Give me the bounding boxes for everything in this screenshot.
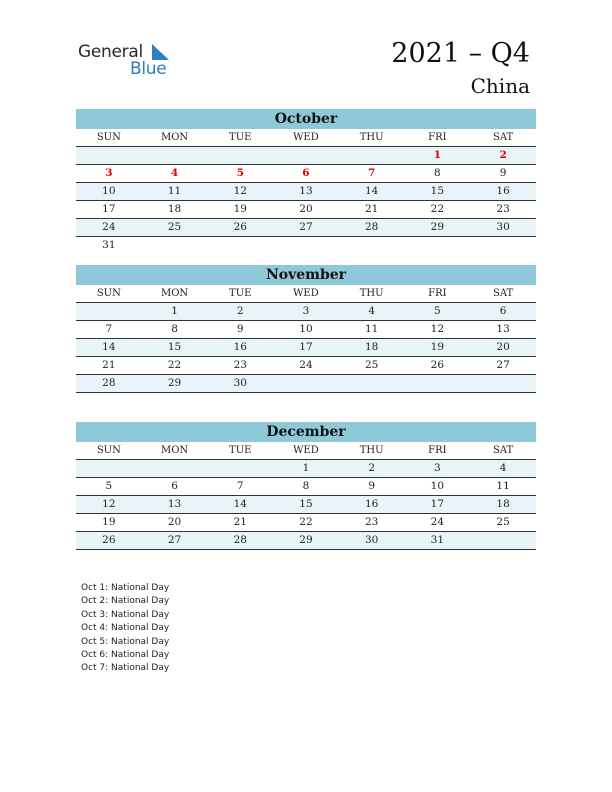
day-cell: 26 [405,357,471,375]
day-cell: 16 [207,339,273,357]
logo-general-text: General [78,42,143,62]
day-cell: 26 [76,532,142,550]
week-row [76,375,536,393]
day-cell: 30 [207,375,273,393]
month-title: December [76,422,536,442]
week-row [76,357,536,375]
day-cell: 28 [76,375,142,393]
day-cell: 21 [207,514,273,532]
logo-blue-text: Blue [130,59,167,79]
day-cell [273,375,339,393]
weekday-label: SAT [470,442,536,460]
day-cell: 12 [76,496,142,514]
day-cell: 4 [339,303,405,321]
day-cell: 10 [273,321,339,339]
weekday-label: WED [273,285,339,303]
month-october [76,109,536,254]
day-cell: 29 [273,532,339,550]
day-cell: 21 [76,357,142,375]
day-cell: 21 [339,201,405,219]
week-row [76,514,536,532]
day-cell: 29 [405,219,471,237]
day-cell: 11 [142,183,208,201]
day-cell: 12 [405,321,471,339]
day-cell: 8 [405,165,471,183]
day-cell [470,375,536,393]
day-cell: 7 [339,165,405,183]
day-cell: 31 [405,532,471,550]
day-cell [273,237,339,255]
calendar-grid [76,285,536,393]
day-cell: 12 [207,183,273,201]
day-cell: 20 [470,339,536,357]
day-cell: 24 [405,514,471,532]
day-cell: 3 [76,165,142,183]
day-cell: 3 [405,460,471,478]
day-cell: 6 [470,303,536,321]
weekday-label: WED [273,442,339,460]
day-cell: 23 [339,514,405,532]
day-cell [405,237,471,255]
page-title: 2021 – Q4 [391,38,530,69]
day-cell: 5 [405,303,471,321]
day-cell: 7 [207,478,273,496]
week-row [76,478,536,496]
weekday-label: SAT [470,285,536,303]
day-cell: 7 [76,321,142,339]
month-title: October [76,109,536,129]
day-cell: 16 [470,183,536,201]
weekday-label: FRI [405,129,471,147]
day-cell: 3 [273,303,339,321]
day-cell: 2 [470,147,536,165]
weekday-label: THU [339,129,405,147]
day-cell: 8 [273,478,339,496]
week-row [76,496,536,514]
day-cell: 1 [405,147,471,165]
day-cell: 24 [273,357,339,375]
weekday-label: FRI [405,285,471,303]
day-cell: 8 [142,321,208,339]
day-cell: 17 [76,201,142,219]
day-cell [405,375,471,393]
day-cell: 6 [273,165,339,183]
weekday-label: SAT [470,129,536,147]
holiday-note: Oct 4: National Day [81,623,170,634]
day-cell: 2 [339,460,405,478]
day-cell: 22 [273,514,339,532]
week-row [76,183,536,201]
day-cell [76,147,142,165]
day-cell [339,237,405,255]
day-cell [76,303,142,321]
day-cell: 1 [273,460,339,478]
weekday-label: SUN [76,129,142,147]
weekday-label: THU [339,285,405,303]
day-cell: 28 [207,532,273,550]
weekday-label: TUE [207,129,273,147]
day-cell: 19 [76,514,142,532]
weekday-label: SUN [76,442,142,460]
week-row [76,237,536,255]
day-cell [339,375,405,393]
day-cell: 30 [339,532,405,550]
week-row [76,532,536,550]
day-cell: 17 [273,339,339,357]
day-cell: 27 [273,219,339,237]
day-cell [207,147,273,165]
week-row [76,303,536,321]
day-cell: 15 [273,496,339,514]
day-cell: 4 [142,165,208,183]
day-cell [470,237,536,255]
day-cell: 14 [207,496,273,514]
day-cell: 10 [76,183,142,201]
day-cell: 22 [405,201,471,219]
weekday-label: THU [339,442,405,460]
day-cell: 26 [207,219,273,237]
day-cell: 18 [470,496,536,514]
month-november [76,265,536,393]
country-name: China [470,74,530,98]
day-cell [207,237,273,255]
holiday-notes [81,582,169,676]
day-cell [76,460,142,478]
day-cell: 11 [339,321,405,339]
weekday-label: MON [142,285,208,303]
weekday-label: FRI [405,442,471,460]
day-cell: 6 [142,478,208,496]
weekday-header-row [76,129,536,147]
day-cell: 13 [273,183,339,201]
week-row [76,339,536,357]
day-cell: 28 [339,219,405,237]
day-cell: 9 [470,165,536,183]
week-row [76,460,536,478]
holiday-note: Oct 6: National Day [81,650,170,661]
day-cell: 27 [470,357,536,375]
day-cell: 17 [405,496,471,514]
week-row [76,201,536,219]
day-cell: 13 [142,496,208,514]
day-cell [339,147,405,165]
day-cell: 4 [470,460,536,478]
week-row [76,219,536,237]
day-cell [142,237,208,255]
day-cell: 14 [339,183,405,201]
day-cell: 14 [76,339,142,357]
day-cell [207,460,273,478]
day-cell: 22 [142,357,208,375]
day-cell: 15 [405,183,471,201]
day-cell: 19 [207,201,273,219]
day-cell: 11 [470,478,536,496]
week-row [76,321,536,339]
day-cell [142,147,208,165]
day-cell: 23 [470,201,536,219]
day-cell: 1 [142,303,208,321]
month-december [76,422,536,550]
holiday-note: Oct 1: National Day [81,583,170,593]
day-cell: 2 [207,303,273,321]
day-cell: 27 [142,532,208,550]
day-cell: 15 [142,339,208,357]
day-cell: 9 [207,321,273,339]
day-cell: 29 [142,375,208,393]
day-cell: 18 [339,339,405,357]
day-cell: 10 [405,478,471,496]
calendar-grid [76,129,536,254]
day-cell: 5 [76,478,142,496]
day-cell [142,460,208,478]
week-row [76,165,536,183]
day-cell: 20 [273,201,339,219]
day-cell: 5 [207,165,273,183]
weekday-header-row [76,442,536,460]
day-cell: 25 [470,514,536,532]
weekday-label: TUE [207,285,273,303]
weekday-label: SUN [76,285,142,303]
day-cell: 23 [207,357,273,375]
weekday-label: TUE [207,442,273,460]
week-row [76,147,536,165]
holiday-note: Oct 5: National Day [81,636,170,647]
holiday-note: Oct 3: National Day [81,609,170,620]
weekday-label: MON [142,442,208,460]
day-cell: 31 [102,239,116,251]
day-cell [273,147,339,165]
day-cell: 13 [470,321,536,339]
day-cell: 20 [142,514,208,532]
day-cell: 25 [339,357,405,375]
month-title: November [76,265,536,285]
weekday-header-row [76,285,536,303]
weekday-label: WED [273,129,339,147]
holiday-note: Oct 2: National Day [81,596,170,607]
logo [78,40,188,80]
weekday-label: MON [142,129,208,147]
day-cell: 16 [339,496,405,514]
calendar-grid [76,442,536,550]
day-cell: 25 [142,219,208,237]
day-cell: 24 [76,219,142,237]
day-cell: 19 [405,339,471,357]
holiday-note: Oct 7: National Day [81,663,170,674]
day-cell: 9 [339,478,405,496]
day-cell [470,532,536,550]
day-cell: 18 [142,201,208,219]
day-cell: 30 [470,219,536,237]
